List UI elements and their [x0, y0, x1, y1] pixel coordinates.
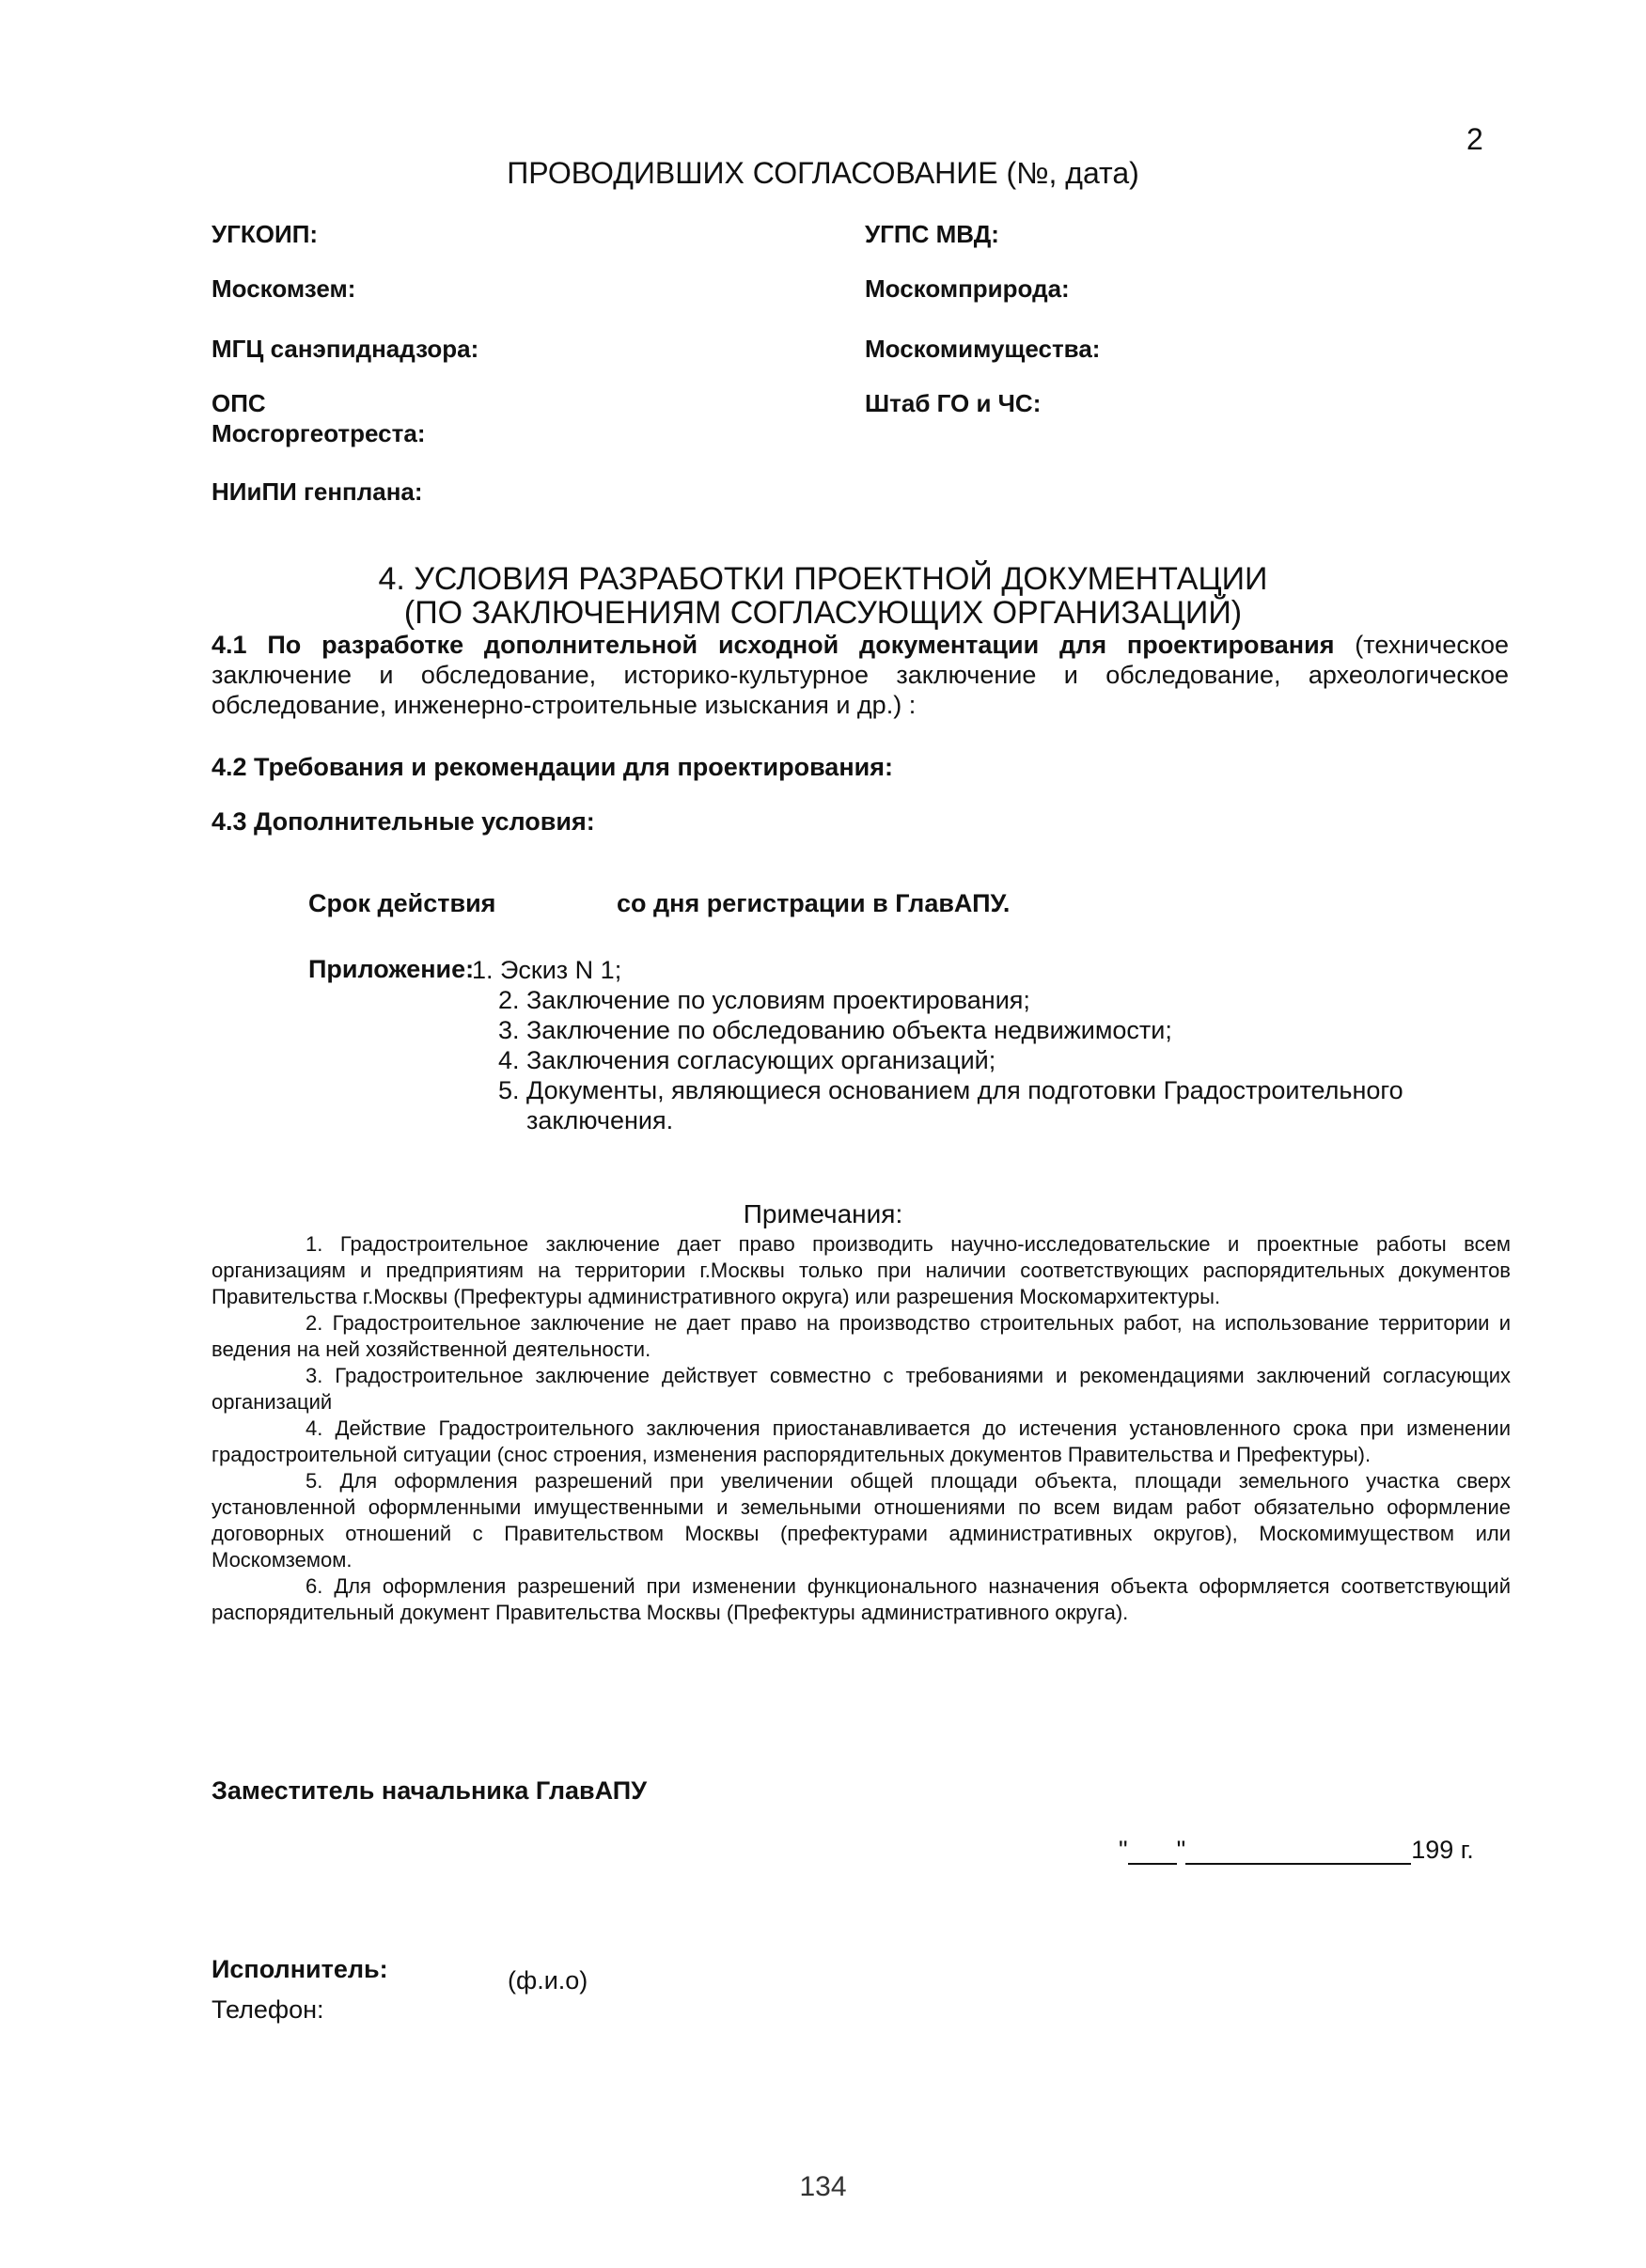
annex-item [472, 955, 1513, 985]
date-quote-close: " [1176, 1836, 1186, 1864]
section4-title [0, 562, 1646, 630]
annex-item [498, 1075, 1513, 1135]
date-quote-open: " [1119, 1836, 1128, 1864]
date-month-blank [1185, 1838, 1411, 1865]
org-ugkoip: УГКОИП: [212, 220, 319, 248]
item41-text: (техническое заключение и обследование, историко-культурное заключение и обследование, археологическое обследование, инженерно-строительные изыскания и др.) : [212, 631, 1509, 719]
annex-item-number: 1. [472, 956, 494, 984]
fio-label: (ф.и.о) [508, 1966, 588, 1994]
annex-label: Приложение: [308, 955, 475, 983]
annex-item-number: 2. [498, 986, 520, 1014]
section4-item42: 4.2 Требования и рекомендации для проектирования: [212, 753, 893, 781]
note-item: 2. Градостроительное заключение не дает право на производство строительных работ, на использование территории и ведения на ней хозяйственной деятельности. [212, 1311, 1511, 1361]
date-year-suffix: 199 г. [1411, 1836, 1474, 1864]
org-ops: ОПС [212, 389, 266, 417]
annex-item-text: Заключения согласующих организаций; [526, 1046, 996, 1074]
note-item: 6. Для оформления разрешений при изменении функционального назначения объекта оформляется соответствующий распорядительный документ Правительства Москвы (Префектуры административного округа). [212, 1574, 1511, 1624]
annex-list [472, 955, 1513, 1135]
org-moskompriroda: Москомприрода: [865, 274, 1070, 303]
annex-item-text: Заключение по обследованию объекта недвижимости; [526, 1016, 1172, 1044]
note-item: 4. Действие Градостроительного заключения приостанавливается до истечения установленного срока при изменении градостроительной ситуации (снос строения, изменения распорядительных документов Правительства и Префектуры). [212, 1416, 1511, 1466]
validity-label: Срок действия [308, 889, 496, 917]
annex-item-text: Эскиз N 1; [500, 956, 622, 984]
phone-label: Телефон: [212, 1995, 324, 2024]
header-title: ПРОВОДИВШИХ СОГЛАСОВАНИЕ (№, дата) [507, 156, 1139, 190]
annex-item-text: Документы, являющиеся основанием для подготовки Градостроительного заключения. [526, 1076, 1403, 1134]
annex-item-number: 3. [498, 1016, 520, 1044]
note-item: 1. Градостроительное заключение дает право производить научно-исследовательские и проектные работы всем организациям и предприятиям на территории г.Москвы только при наличии соответствующих распорядительных документов Правительства г.Москвы (Префектуры административного округа) или разрешения Москомархитектуры. [212, 1232, 1511, 1308]
annex-item-number: 4. [498, 1046, 520, 1074]
notes-title: Примечания: [743, 1199, 903, 1228]
validity-line [308, 889, 1010, 918]
org-ugps-mvd: УГПС МВД: [865, 220, 999, 248]
executor-label: Исполнитель: [212, 1955, 388, 1983]
section4-item43: 4.3 Дополнительные условия: [212, 807, 595, 836]
deputy-title: Заместитель начальника ГлавАПУ [212, 1776, 647, 1805]
item41-heading: 4.1 По разработке дополнительной исходной документации для проектирования [212, 631, 1335, 659]
notes-list [212, 1231, 1511, 1626]
note-item: 3. Градостроительное заключение действует совместно с требованиями и рекомендациями заключений согласующих организаций [212, 1364, 1511, 1414]
annex-item-text: Заключение по условиям проектирования; [526, 986, 1030, 1014]
section4-title-line1: 4. УСЛОВИЯ РАЗРАБОТКИ ПРОЕКТНОЙ ДОКУМЕНТАЦИИ [378, 561, 1268, 597]
org-niipi-genplan: НИиПИ генплана: [212, 477, 423, 506]
annex-item [498, 985, 1513, 1015]
org-moskomimushchestvo: Москомимущества: [865, 335, 1101, 363]
date-line [1119, 1836, 1474, 1865]
section4-item41 [212, 630, 1509, 720]
org-mgc-sanepid: МГЦ санэпиднадзора: [212, 335, 479, 363]
org-shtab-go-chs: Штаб ГО и ЧС: [865, 389, 1042, 417]
stamp-number: 134 [799, 2171, 847, 2202]
date-day-blank [1128, 1838, 1177, 1865]
note-item: 5. Для оформления разрешений при увеличении общей площади объекта, площади земельного участка сверх установленной оформленными имущественными и земельными отношениями по всем видам работ обязательно оформление договорных отношений с Правительством Москвы (префектурами административных округов), Москомимуществом или Москомземом. [212, 1469, 1511, 1572]
validity-text: со дня регистрации в ГлавАПУ. [617, 889, 1011, 917]
annex-item [498, 1045, 1513, 1075]
annex-item-number: 5. [498, 1076, 520, 1104]
org-moskomzem: Москомзем: [212, 274, 356, 303]
section4-title-line2: (ПО ЗАКЛЮЧЕНИЯМ СОГЛАСУЮЩИХ ОРГАНИЗАЦИЙ) [403, 595, 1243, 631]
page-number: 2 [1466, 122, 1483, 156]
org-mosgorgeotrest: Мосгоргеотреста: [212, 419, 426, 447]
annex-item [498, 1015, 1513, 1045]
